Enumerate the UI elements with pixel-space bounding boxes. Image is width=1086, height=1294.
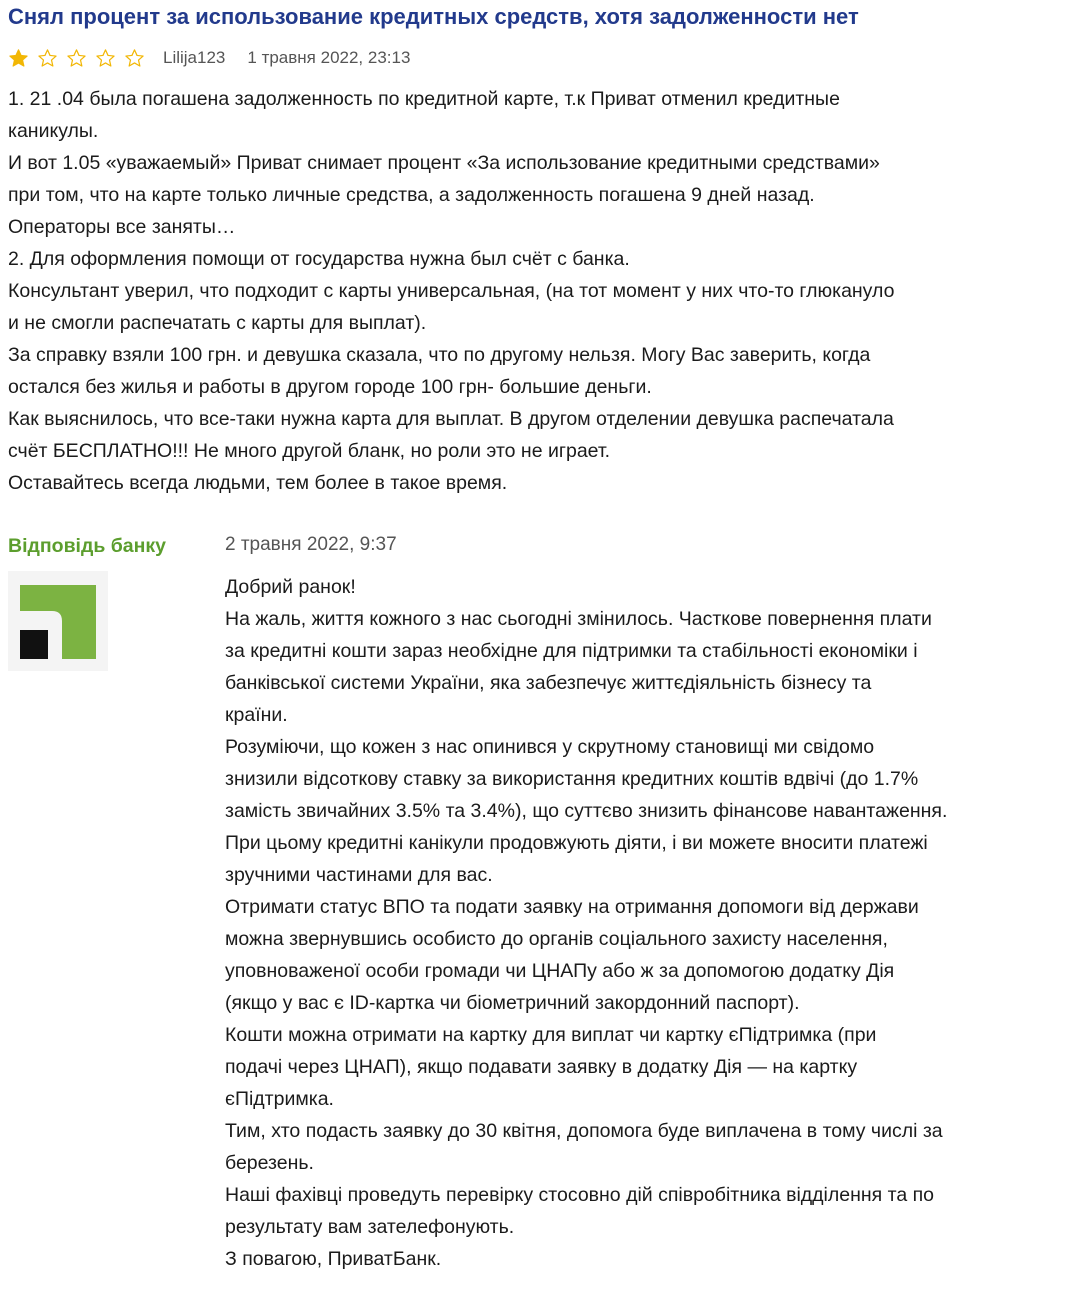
star-filled-icon — [8, 48, 29, 69]
bank-reply-text-line: за кредитні кошти зараз необхідне для підтримки та стабільності економіки і — [225, 640, 918, 662]
review-text-line: при том, что на карте только личные средства, а задолженность погашена 9 дней назад. — [8, 184, 815, 206]
review-text-line: 2. Для оформления помощи от государства нужна был счёт с банка. — [8, 248, 630, 270]
review-text-line: остался без жилья и работы в другом городе 100 грн- большие деньги. — [8, 376, 652, 398]
bank-reply-text-line: уповноваженої особи громади чи ЦНАПу або ж за допомогою додатку Дія — [225, 960, 895, 982]
star-empty-icon — [124, 48, 145, 69]
review-text-line: За справку взяли 100 грн. и девушка сказала, что по другому нельзя. Могу Вас заверить, когда — [8, 344, 871, 366]
review-text-line: Консультант уверил, что подходит с карты универсальная, (на тот момент у них что-то глюкануло — [8, 280, 895, 302]
bank-reply-text-line: знизили відсоткову ставку за використання кредитних коштів вдвічі (до 1.7% — [225, 768, 919, 790]
bank-reply-text-line: На жаль, життя кожного з нас сьогодні змінилось. Часткове повернення плати — [225, 608, 932, 630]
bank-reply-label: Відповідь банку — [8, 534, 167, 557]
bank-reply-text-line: Отримати статус ВПО та подати заявку на отримання допомоги від держави — [225, 896, 919, 918]
bank-reply-text-line: (якщо у вас є ID-картка чи біометричний закордонний паспорт). — [225, 992, 800, 1014]
bank-reply-text-line: зручними частинами для вас. — [225, 864, 493, 886]
star-empty-icon — [95, 48, 116, 69]
bank-reply-text-line: При цьому кредитні канікули продовжують діяти, і ви можете вносити платежі — [225, 832, 928, 854]
bank-reply-text-line: банківської системи України, яка забезпечує життєдіяльність бізнесу та — [225, 672, 872, 694]
bank-reply-text-line: Тим, хто подасть заявку до 30 квітня, допомога буде виплачена в тому числі за — [225, 1120, 943, 1142]
review-title[interactable]: Снял процент за использование кредитных средств, хотя задолженности нет — [8, 4, 859, 29]
bank-reply-text-line: Кошти можна отримати на картку для виплат чи картку єПідтримка (при — [225, 1024, 877, 1046]
bank-reply-text-line: Добрий ранок! — [225, 576, 356, 598]
review-meta — [8, 44, 410, 72]
bank-reply-text-line: країни. — [225, 704, 288, 726]
bank-reply-header — [8, 530, 166, 562]
rating-stars — [8, 48, 153, 69]
bank-reply-date: 2 травня 2022, 9:37 — [225, 534, 397, 555]
bank-reply-text-line: замість звичайних 3.5% та 3.4%), що суттєво знизить фінансове навантаження. — [225, 800, 948, 822]
review-text-line: Операторы все заняты… — [8, 216, 236, 238]
review-text-line: Оставайтесь всегда людьми, тем более в такое время. — [8, 472, 508, 494]
bank-reply-text-line: Розуміючи, що кожен з нас опинився у скрутному становищі ми свідомо — [225, 736, 875, 758]
bank-reply-text-line: результату вам зателефонують. — [225, 1216, 515, 1238]
review-text — [8, 83, 1078, 499]
bank-reply-text-line: можна звернувшись особисто до органів соціального захисту населення, — [225, 928, 888, 950]
review-text-line: счёт БЕСПЛАТНО!!! Не много другой бланк, но роли это не играет. — [8, 440, 611, 462]
review-text-line: 1. 21 .04 была погашена задолженность по кредитной карте, т.к Приват отменил кредитные — [8, 88, 840, 110]
review-text-line: Как выяснилось, что все-таки нужна карта для выплат. В другом отделении девушка распечатала — [8, 408, 894, 430]
review-text-line: И вот 1.05 «уважаемый» Приват снимает процент «За использование кредитными средствами» — [8, 152, 880, 174]
bank-reply-text-line: Наші фахівці проведуть перевірку стосовно дій співробітника відділення та по — [225, 1184, 934, 1206]
review-author[interactable]: Lilija123 — [163, 48, 226, 67]
bank-reply-text-line: єПідтримка. — [225, 1088, 334, 1110]
bank-reply-text-line: подачі через ЦНАП), якщо подавати заявку в додатку Дія — на картку — [225, 1056, 858, 1078]
privatbank-logo-svg — [8, 571, 108, 671]
star-empty-icon — [37, 48, 58, 69]
bank-reply-text-line: З повагою, ПриватБанк. — [225, 1248, 442, 1270]
star-empty-icon — [66, 48, 87, 69]
review-text-line: каникулы. — [8, 120, 99, 142]
bank-reply-text — [225, 571, 1075, 1275]
review-text-line: и не смогли распечатать с карты для выплат). — [8, 312, 427, 334]
privatbank-logo-icon — [8, 571, 108, 671]
bank-reply-text-line: березень. — [225, 1152, 314, 1174]
review-date: 1 травня 2022, 23:13 — [247, 48, 411, 67]
